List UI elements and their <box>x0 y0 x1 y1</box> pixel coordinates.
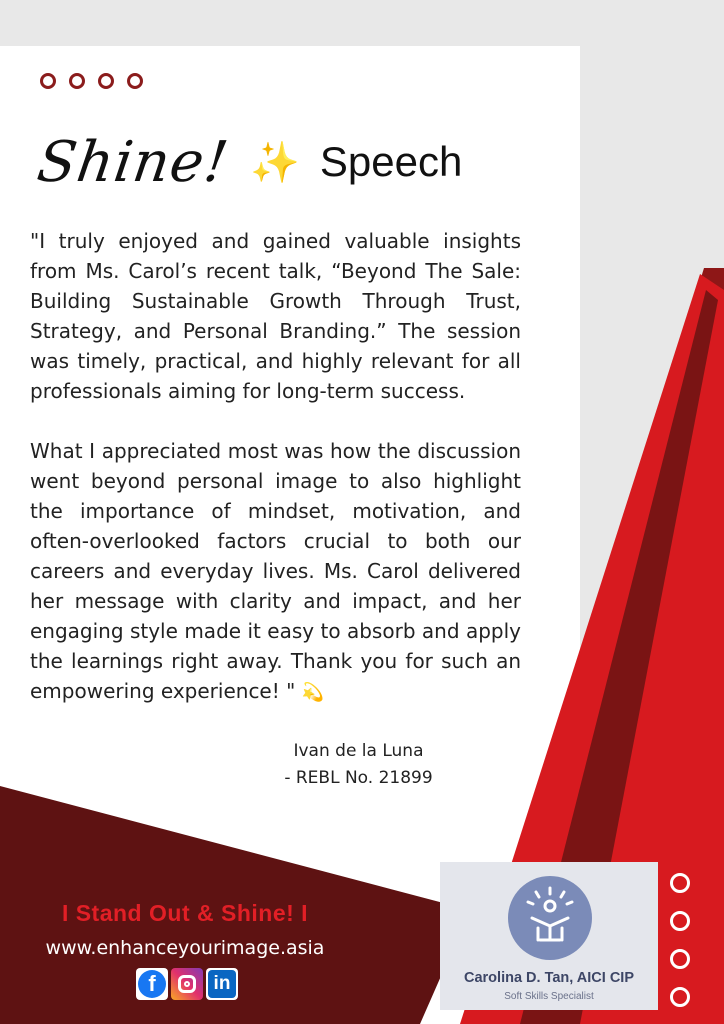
person-rays-icon <box>508 876 592 960</box>
testimonial-paragraph-1: "I truly enjoyed and gained valuable insights from Ms. Carol’s recent talk, “Beyond The Sale: Building Sustainable Growth Through Trust, Strategy, and Personal Branding.” The session was timely, practical, and highly relevant for all professionals aiming for long-term success. <box>30 229 521 403</box>
dot-ring <box>670 949 690 969</box>
dizzy-star-icon: 💫 <box>301 682 325 703</box>
brand-subtitle: Soft Skills Specialist <box>504 991 594 1002</box>
dot-ring <box>670 873 690 893</box>
instagram-icon[interactable] <box>171 968 203 1000</box>
top-dots <box>40 73 143 89</box>
author-credential: - REBL No. 21899 <box>284 768 433 788</box>
linkedin-icon[interactable]: in <box>206 968 238 1000</box>
heading <box>33 112 463 212</box>
dot-ring <box>670 987 690 1007</box>
brand-name: Carolina D. Tan, AICI CIP <box>464 970 634 986</box>
facebook-icon[interactable]: f <box>136 968 168 1000</box>
author-name: Ivan de la Luna <box>293 741 424 761</box>
tagline: I Stand Out & Shine! I <box>61 900 309 926</box>
dot-ring <box>127 73 143 89</box>
dot-ring <box>40 73 56 89</box>
dot-ring <box>670 911 690 931</box>
website-link[interactable]: www.enhanceyourimage.asia <box>45 937 325 959</box>
testimonial-text <box>30 226 521 708</box>
testimonial-paragraph-2 <box>30 436 521 708</box>
script-word: Shine! <box>33 129 233 195</box>
page-title: Speech <box>319 138 463 185</box>
dot-ring <box>69 73 85 89</box>
testimonial-paragraph-2-text: What I appreciated most was how the discussion went beyond personal image to also highlight the importance of mindset, motivation, and often-overlooked factors crucial to both our careers and everyday lives. Ms. Carol delivered her message with clarity and impact, and her engaging style made it easy to absorb and apply the learnings right away. Thank you for such an empowering experience! " <box>30 439 521 703</box>
social-icons <box>136 968 238 1000</box>
sparkles-icon: ✨ <box>250 139 300 186</box>
dot-ring <box>98 73 114 89</box>
author-block <box>266 738 451 792</box>
brand-logo-icon <box>508 876 592 960</box>
brand-logo-card <box>440 862 658 1010</box>
right-dots <box>670 873 690 1007</box>
